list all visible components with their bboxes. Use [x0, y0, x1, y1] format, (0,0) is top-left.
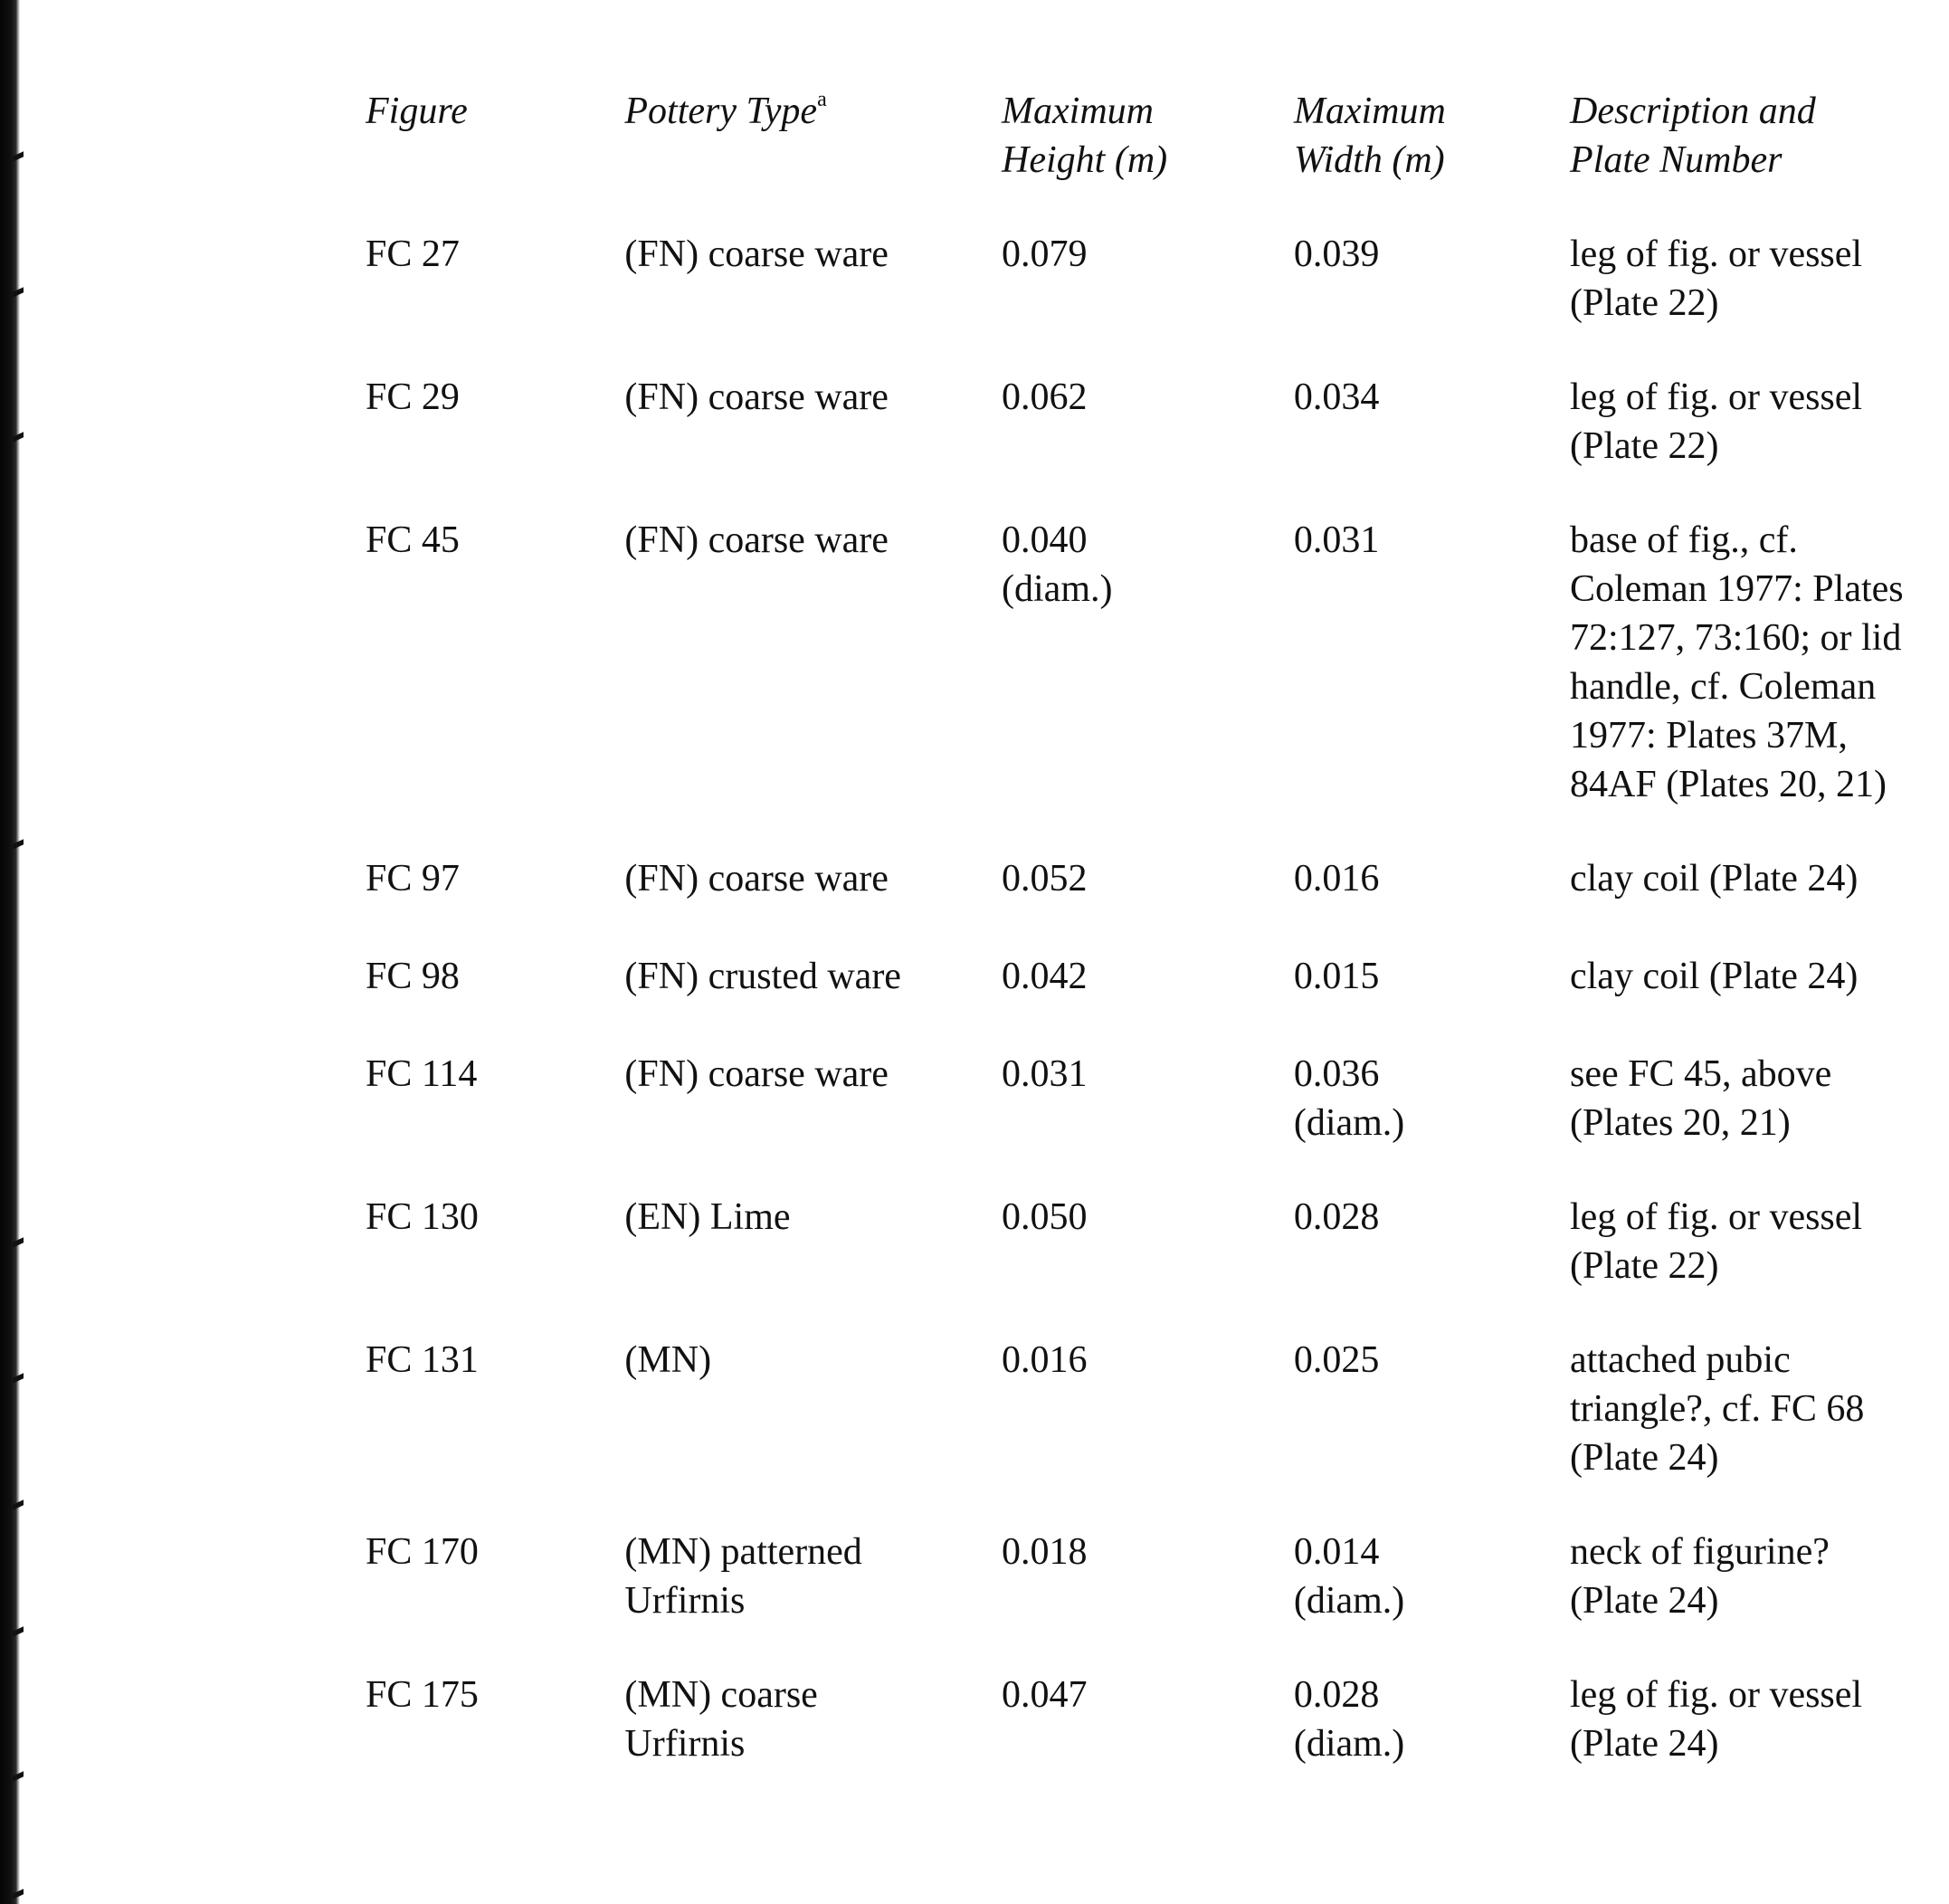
cell-figure: FC 98: [366, 956, 460, 997]
table-row: [366, 1193, 1949, 1336]
cell-pottery-type: (EN) Lime: [624, 1196, 791, 1238]
cell-figure: FC 97: [366, 858, 460, 900]
footnote-marker: a: [817, 88, 827, 111]
cell-pottery-type: (MN): [624, 1339, 712, 1381]
cell-pottery-type: (MN) coarse Urfirnis: [624, 1674, 818, 1765]
cell-figure: FC 45: [366, 519, 460, 561]
cell-max-height: 0.047: [1002, 1674, 1088, 1716]
cell-description: leg of fig. or vessel (Plate 22): [1570, 1196, 1863, 1287]
cell-figure: FC 27: [366, 233, 460, 275]
cell-max-width: 0.014 (diam.): [1293, 1531, 1405, 1622]
cell-max-width: 0.034: [1293, 376, 1380, 418]
table-row: [366, 854, 1949, 952]
table-header-row: [366, 87, 1949, 230]
cell-figure: FC 175: [366, 1674, 479, 1716]
cell-max-width: 0.031: [1293, 519, 1380, 561]
table-row: [366, 1528, 1949, 1671]
cell-max-width: 0.025: [1293, 1339, 1380, 1381]
cell-description: leg of fig. or vessel (Plate 22): [1570, 376, 1863, 467]
scanned-page-edge: [0, 0, 20, 1904]
cell-description: attached pubic triangle?, cf. FC 68 (Plate 24): [1570, 1339, 1865, 1479]
cell-pottery-type: (FN) coarse ware: [624, 858, 889, 900]
cell-max-width: 0.036 (diam.): [1293, 1053, 1405, 1144]
table-row: [366, 1336, 1949, 1528]
cell-description: leg of fig. or vessel (Plate 24): [1570, 1674, 1863, 1765]
cell-description: clay coil (Plate 24): [1570, 956, 1859, 997]
cell-figure: FC 130: [366, 1196, 479, 1238]
table-row: [366, 230, 1949, 373]
cell-description: clay coil (Plate 24): [1570, 858, 1859, 900]
table-row: [366, 952, 1949, 1050]
cell-max-height: 0.079: [1002, 233, 1088, 275]
cell-figure: FC 29: [366, 376, 460, 418]
cell-pottery-type: (MN) patterned Urfirnis: [624, 1531, 862, 1622]
cell-max-height: 0.050: [1002, 1196, 1088, 1238]
cell-figure: FC 131: [366, 1339, 479, 1381]
cell-max-width: 0.028: [1293, 1196, 1380, 1238]
header-max-width: Maximum Width (m): [1293, 90, 1446, 181]
cell-max-height: 0.042: [1002, 956, 1088, 997]
cell-pottery-type: (FN) coarse ware: [624, 1053, 889, 1095]
cell-max-width: 0.015: [1293, 956, 1380, 997]
cell-max-height: 0.040 (diam.): [1002, 519, 1113, 610]
cell-description: base of fig., cf. Coleman 1977: Plates 72:127, 73:160; or lid handle, cf. Coleman 1977: Plates 37M, 84AF (Plates 20, 21): [1570, 519, 1904, 805]
cell-max-height: 0.052: [1002, 858, 1088, 900]
cell-pottery-type: (FN) coarse ware: [624, 519, 889, 561]
cell-max-height: 0.062: [1002, 376, 1088, 418]
header-pottery-type-label: Pottery Type: [624, 90, 818, 132]
table-row: [366, 1671, 1949, 1814]
cell-max-width: 0.028 (diam.): [1293, 1674, 1405, 1765]
header-pottery-type: [624, 87, 1002, 230]
table-row: [366, 373, 1949, 516]
cell-pottery-type: (FN) coarse ware: [624, 233, 889, 275]
cell-max-height: 0.031: [1002, 1053, 1088, 1095]
cell-pottery-type: (FN) coarse ware: [624, 376, 889, 418]
table-row: [366, 1050, 1949, 1193]
cell-figure: FC 114: [366, 1053, 478, 1095]
header-max-height: Maximum Height (m): [1002, 90, 1168, 181]
figurine-catalog-table: [366, 87, 1949, 1814]
cell-description: leg of fig. or vessel (Plate 22): [1570, 233, 1863, 324]
header-description: Description and Plate Number: [1570, 90, 1816, 181]
header-figure: Figure: [366, 90, 468, 132]
cell-max-width: 0.039: [1293, 233, 1380, 275]
cell-description: see FC 45, above (Plates 20, 21): [1570, 1053, 1832, 1144]
cell-description: neck of figurine? (Plate 24): [1570, 1531, 1830, 1622]
cell-max-width: 0.016: [1293, 858, 1380, 900]
cell-pottery-type: (FN) crusted ware: [624, 956, 901, 997]
cell-figure: FC 170: [366, 1531, 479, 1573]
table-row: [366, 516, 1949, 854]
cell-max-height: 0.016: [1002, 1339, 1088, 1381]
cell-max-height: 0.018: [1002, 1531, 1088, 1573]
